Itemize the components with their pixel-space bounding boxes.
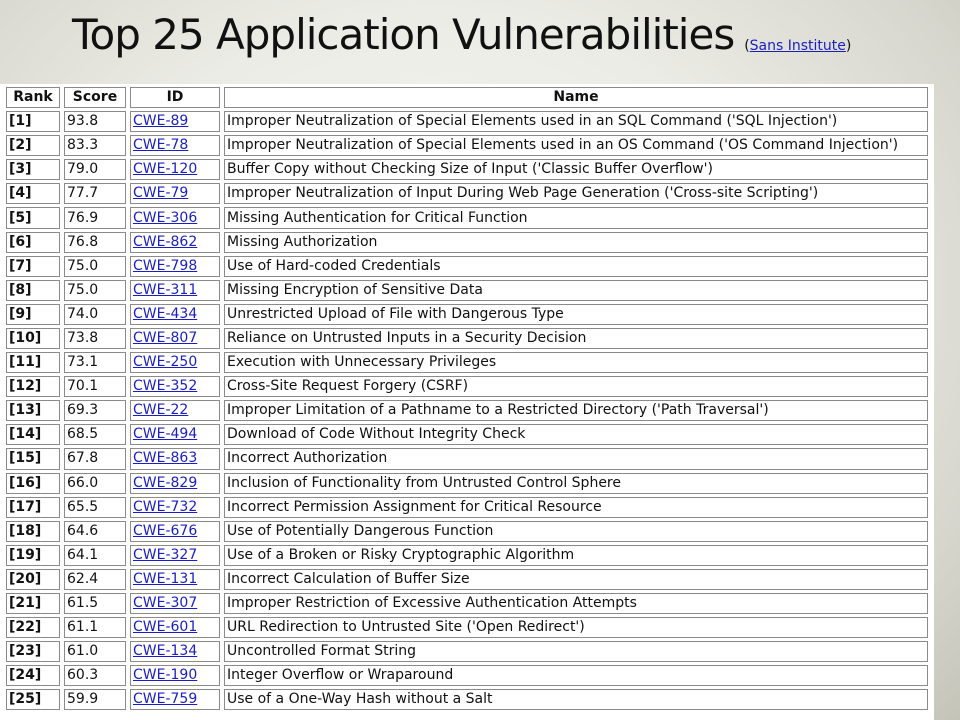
score-cell: 70.1 — [64, 376, 126, 397]
vulnerability-name-cell: Integer Overflow or Wraparound — [224, 665, 928, 686]
table-row — [6, 183, 928, 204]
source-close-paren: ) — [845, 38, 852, 54]
cwe-id-link[interactable]: CWE-798 — [133, 257, 198, 274]
table-row — [6, 256, 928, 277]
vulnerability-name-cell: Use of Hard-coded Credentials — [224, 256, 928, 277]
cwe-id-link[interactable]: CWE-676 — [133, 522, 198, 539]
cwe-id-cell — [130, 665, 220, 686]
table-row — [6, 593, 928, 614]
cwe-id-cell — [130, 641, 220, 662]
cwe-id-link[interactable]: CWE-434 — [133, 305, 198, 322]
table-row — [6, 424, 928, 445]
score-cell: 59.9 — [64, 689, 126, 710]
score-cell: 64.1 — [64, 545, 126, 566]
table-row — [6, 232, 928, 253]
vulnerability-name-cell: Reliance on Untrusted Inputs in a Security Decision — [224, 328, 928, 349]
vulnerability-name-cell: Improper Neutralization of Special Elements used in an OS Command ('OS Command Injection') — [224, 135, 928, 156]
rank-cell: [13] — [6, 400, 60, 421]
cwe-id-cell — [130, 521, 220, 542]
rank-cell: [2] — [6, 135, 60, 156]
cwe-id-link[interactable]: CWE-89 — [133, 113, 189, 130]
vulnerability-name-cell: Use of a One-Way Hash without a Salt — [224, 689, 928, 710]
vulnerability-name-cell: Improper Neutralization of Special Elements used in an SQL Command ('SQL Injection') — [224, 111, 928, 132]
cwe-id-link[interactable]: CWE-78 — [133, 137, 189, 154]
rank-cell: [5] — [6, 207, 60, 228]
table-row — [6, 207, 928, 228]
cwe-id-link[interactable]: CWE-307 — [133, 595, 198, 612]
cwe-id-cell — [130, 448, 220, 469]
rank-cell: [3] — [6, 159, 60, 180]
cwe-id-link[interactable]: CWE-601 — [133, 619, 198, 636]
score-cell: 61.5 — [64, 593, 126, 614]
cwe-id-cell — [130, 352, 220, 373]
rank-cell: [23] — [6, 641, 60, 662]
score-cell: 77.7 — [64, 183, 126, 204]
cwe-id-link[interactable]: CWE-79 — [133, 185, 189, 202]
cwe-id-cell — [130, 593, 220, 614]
table-row — [6, 448, 928, 469]
score-cell: 64.6 — [64, 521, 126, 542]
cwe-id-link[interactable]: CWE-862 — [133, 233, 198, 250]
cwe-id-link[interactable]: CWE-190 — [133, 667, 198, 684]
score-cell: 62.4 — [64, 569, 126, 590]
vulnerability-name-cell: Incorrect Permission Assignment for Critical Resource — [224, 497, 928, 518]
cwe-id-cell — [130, 328, 220, 349]
score-cell: 65.5 — [64, 497, 126, 518]
vulnerability-name-cell: Incorrect Authorization — [224, 448, 928, 469]
cwe-id-cell — [130, 497, 220, 518]
vulnerability-name-cell: Improper Restriction of Excessive Authentication Attempts — [224, 593, 928, 614]
cwe-id-link[interactable]: CWE-134 — [133, 643, 198, 660]
header-id: ID — [130, 87, 220, 108]
table-row — [6, 328, 928, 349]
table-row — [6, 400, 928, 421]
vulnerability-name-cell: Inclusion of Functionality from Untrusted Control Sphere — [224, 473, 928, 494]
slide-title-text: Top 25 Application Vulnerabilities — [72, 10, 735, 59]
table-header-row — [6, 87, 928, 108]
table-row — [6, 569, 928, 590]
cwe-id-cell — [130, 183, 220, 204]
vulnerability-table — [2, 84, 932, 713]
rank-cell: [19] — [6, 545, 60, 566]
cwe-id-link[interactable]: CWE-494 — [133, 426, 198, 443]
cwe-id-cell — [130, 159, 220, 180]
table-row — [6, 135, 928, 156]
cwe-id-link[interactable]: CWE-863 — [133, 450, 198, 467]
embedded-web-page — [0, 84, 934, 720]
vulnerability-name-cell: Incorrect Calculation of Buffer Size — [224, 569, 928, 590]
score-cell: 61.0 — [64, 641, 126, 662]
score-cell: 75.0 — [64, 280, 126, 301]
table-row — [6, 545, 928, 566]
table-row — [6, 352, 928, 373]
cwe-id-link[interactable]: CWE-311 — [133, 281, 198, 298]
table-row — [6, 304, 928, 325]
cwe-id-cell — [130, 135, 220, 156]
vulnerability-name-cell: Missing Authorization — [224, 232, 928, 253]
rank-cell: [9] — [6, 304, 60, 325]
sans-institute-link[interactable]: Sans Institute — [749, 38, 846, 54]
vulnerability-name-cell: Cross-Site Request Forgery (CSRF) — [224, 376, 928, 397]
rank-cell: [6] — [6, 232, 60, 253]
rank-cell: [12] — [6, 376, 60, 397]
cwe-id-cell — [130, 617, 220, 638]
score-cell: 60.3 — [64, 665, 126, 686]
rank-cell: [7] — [6, 256, 60, 277]
rank-cell: [20] — [6, 569, 60, 590]
header-score: Score — [64, 87, 126, 108]
cwe-id-link[interactable]: CWE-807 — [133, 329, 198, 346]
slide-title — [72, 2, 851, 68]
rank-cell: [8] — [6, 280, 60, 301]
rank-cell: [22] — [6, 617, 60, 638]
cwe-id-link[interactable]: CWE-732 — [133, 498, 198, 515]
rank-cell: [14] — [6, 424, 60, 445]
table-row — [6, 665, 928, 686]
cwe-id-cell — [130, 207, 220, 228]
table-body — [6, 111, 928, 710]
vulnerability-name-cell: Missing Encryption of Sensitive Data — [224, 280, 928, 301]
table-row — [6, 280, 928, 301]
cwe-id-cell — [130, 256, 220, 277]
table-row — [6, 111, 928, 132]
cwe-id-cell — [130, 545, 220, 566]
score-cell: 76.8 — [64, 232, 126, 253]
cwe-id-link[interactable]: CWE-829 — [133, 474, 198, 491]
cwe-id-link[interactable]: CWE-306 — [133, 209, 198, 226]
header-rank: Rank — [6, 87, 60, 108]
cwe-id-cell — [130, 280, 220, 301]
cwe-id-link[interactable]: CWE-120 — [133, 161, 198, 178]
vulnerability-name-cell: Unrestricted Upload of File with Dangerous Type — [224, 304, 928, 325]
table-row — [6, 497, 928, 518]
cwe-id-cell — [130, 424, 220, 445]
vulnerability-name-cell: Use of Potentially Dangerous Function — [224, 521, 928, 542]
cwe-id-cell — [130, 376, 220, 397]
table-row — [6, 376, 928, 397]
cwe-id-link[interactable]: CWE-22 — [133, 402, 189, 419]
table-row — [6, 521, 928, 542]
score-cell: 83.3 — [64, 135, 126, 156]
rank-cell: [25] — [6, 689, 60, 710]
source-attribution — [744, 38, 851, 68]
rank-cell: [11] — [6, 352, 60, 373]
cwe-id-cell — [130, 569, 220, 590]
vulnerability-name-cell: Missing Authentication for Critical Function — [224, 207, 928, 228]
score-cell: 79.0 — [64, 159, 126, 180]
score-cell: 73.8 — [64, 328, 126, 349]
cwe-id-link[interactable]: CWE-327 — [133, 546, 198, 563]
rank-cell: [15] — [6, 448, 60, 469]
score-cell: 69.3 — [64, 400, 126, 421]
vulnerability-name-cell: Buffer Copy without Checking Size of Input ('Classic Buffer Overflow') — [224, 159, 928, 180]
score-cell: 74.0 — [64, 304, 126, 325]
rank-cell: [17] — [6, 497, 60, 518]
score-cell: 68.5 — [64, 424, 126, 445]
score-cell: 75.0 — [64, 256, 126, 277]
cwe-id-link[interactable]: CWE-250 — [133, 354, 198, 371]
score-cell: 66.0 — [64, 473, 126, 494]
table-row — [6, 473, 928, 494]
table-row — [6, 641, 928, 662]
vulnerability-name-cell: Use of a Broken or Risky Cryptographic Algorithm — [224, 545, 928, 566]
header-name: Name — [224, 87, 928, 108]
cwe-id-cell — [130, 232, 220, 253]
source-open-paren: ( — [744, 38, 750, 54]
rank-cell: [16] — [6, 473, 60, 494]
rank-cell: [1] — [6, 111, 60, 132]
cwe-id-cell — [130, 400, 220, 421]
score-cell: 76.9 — [64, 207, 126, 228]
vulnerability-name-cell: Improper Neutralization of Input During Web Page Generation ('Cross-site Scripting') — [224, 183, 928, 204]
cwe-id-cell — [130, 304, 220, 325]
vulnerability-name-cell: Execution with Unnecessary Privileges — [224, 352, 928, 373]
cwe-id-link[interactable]: CWE-352 — [133, 378, 198, 395]
cwe-id-link[interactable]: CWE-131 — [133, 570, 198, 587]
table-row — [6, 617, 928, 638]
vulnerability-name-cell: URL Redirection to Untrusted Site ('Open Redirect') — [224, 617, 928, 638]
table-row — [6, 689, 928, 710]
cwe-id-cell — [130, 473, 220, 494]
cwe-id-link[interactable]: CWE-759 — [133, 691, 198, 708]
cwe-id-cell — [130, 689, 220, 710]
rank-cell: [4] — [6, 183, 60, 204]
rank-cell: [18] — [6, 521, 60, 542]
score-cell: 61.1 — [64, 617, 126, 638]
score-cell: 67.8 — [64, 448, 126, 469]
rank-cell: [24] — [6, 665, 60, 686]
cwe-id-cell — [130, 111, 220, 132]
rank-cell: [21] — [6, 593, 60, 614]
score-cell: 73.1 — [64, 352, 126, 373]
rank-cell: [10] — [6, 328, 60, 349]
vulnerability-name-cell: Improper Limitation of a Pathname to a Restricted Directory ('Path Traversal') — [224, 400, 928, 421]
vulnerability-name-cell: Download of Code Without Integrity Check — [224, 424, 928, 445]
table-row — [6, 159, 928, 180]
vulnerability-name-cell: Uncontrolled Format String — [224, 641, 928, 662]
score-cell: 93.8 — [64, 111, 126, 132]
